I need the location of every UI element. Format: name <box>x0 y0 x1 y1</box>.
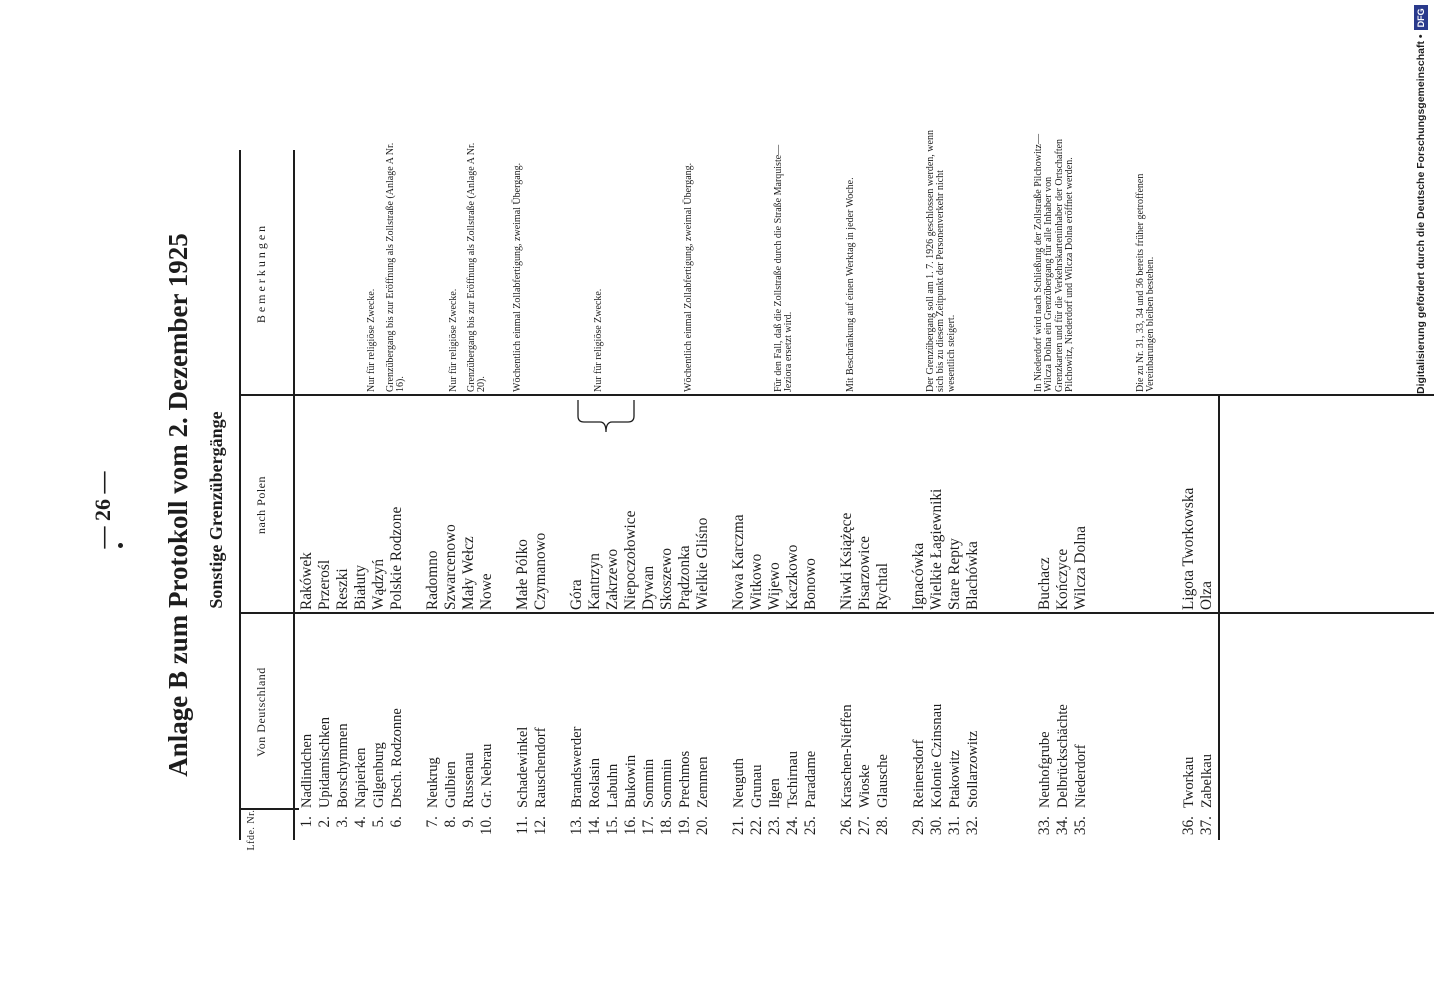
table-row: 9. <box>460 816 477 828</box>
header-pl: nach Polen <box>254 476 268 534</box>
table-row: 19. <box>676 816 693 836</box>
table-row: 2. <box>316 816 333 828</box>
table-row <box>550 616 568 808</box>
table-row: Małe Pólko <box>514 539 531 610</box>
table-row: Niwki Książęce <box>838 512 855 610</box>
table-row: Reszki <box>334 568 351 610</box>
de-column <box>298 616 1216 808</box>
table-row: Wioske <box>857 764 873 808</box>
table-row <box>406 398 424 610</box>
page-subtitle: Sonstige Grenzübergänge <box>206 411 226 609</box>
table-header-rule <box>293 150 295 840</box>
table-row <box>712 616 730 808</box>
header-nr: Lfde. Nr. <box>246 809 257 851</box>
table-row: Schadewinkel <box>515 726 531 808</box>
table-row: Neukrug <box>425 757 441 808</box>
table-row: 4. <box>352 816 369 828</box>
table-row: Gulbien <box>443 761 459 808</box>
table-row: Zemmen <box>695 756 711 808</box>
remark: Mit Beschränkung auf einen Werktag in jeder Woche. <box>845 177 856 392</box>
table-row: Niederdorf <box>1073 744 1089 808</box>
table-row: 20. <box>694 816 711 836</box>
table-row: 7. <box>424 816 441 828</box>
table-row: Prechmos <box>677 750 693 808</box>
table-row <box>1126 812 1144 890</box>
table-row: Gr. Nebrau <box>479 743 495 808</box>
table-row: 1. <box>298 816 315 828</box>
table-row: Białuty <box>352 564 369 610</box>
table-row: Wądzyń <box>370 559 387 610</box>
table-row: Delbrückschächte <box>1055 704 1071 808</box>
table-row: Nowe <box>478 573 495 610</box>
table-row: 30. <box>928 816 945 836</box>
table-row: 16. <box>622 816 639 836</box>
table-row <box>820 398 838 610</box>
table-row: Przerośl <box>316 559 333 610</box>
table-row: Nadlindchen <box>299 733 315 808</box>
table-row: 3. <box>334 816 351 828</box>
table-row: Ignacówka <box>910 542 927 610</box>
remark: Für den Fall, daß die Zollstraße durch die Straße Marquiste—Jeziora ersetzt wird. <box>773 144 795 392</box>
remark: Nur für religiöse Zwecke. <box>366 288 377 392</box>
table-row: Dywan <box>640 565 657 610</box>
table-row: 32. <box>964 816 981 836</box>
table-row <box>1018 812 1036 890</box>
table-row <box>496 398 514 610</box>
table-row: 21. <box>730 816 747 836</box>
table-row: Gilgenburg <box>371 742 387 808</box>
table-row: 18. <box>658 816 675 836</box>
table-row: 27. <box>856 816 873 836</box>
table-row <box>1000 398 1018 610</box>
table-row: Skoszewo <box>658 547 675 610</box>
table-row <box>1126 616 1144 808</box>
table-row: Niepoczołowice <box>622 510 639 610</box>
header-rem: Bemerkungen <box>254 222 268 324</box>
table-row <box>1000 616 1018 808</box>
table-row: Kończyce <box>1054 548 1071 610</box>
table-row: Szwarcenowo <box>442 524 459 610</box>
header-de: Von Deutschland <box>254 667 268 757</box>
table-row: Rauschendorf <box>533 727 549 808</box>
table-row <box>1108 812 1126 890</box>
remark: Nur für religiöse Zwecke. <box>448 288 459 392</box>
table-row: Roslasin <box>587 758 603 808</box>
table-row <box>550 398 568 610</box>
table-row: 26. <box>838 816 855 836</box>
table-row: Upidamischken <box>317 716 333 808</box>
table-row: 12. <box>532 816 549 836</box>
table-row: 15. <box>604 816 621 836</box>
table-row: Stollarzowitz <box>965 730 981 808</box>
table-row: Grunau <box>749 764 765 808</box>
table-row: Neuguth <box>731 758 747 808</box>
table-row: 8. <box>442 816 459 828</box>
page-number: — 26 — <box>90 471 115 549</box>
table-row <box>820 616 838 808</box>
table-row: Buchacz <box>1036 557 1053 610</box>
table-row: 6. <box>388 816 405 828</box>
table-row: Sommin <box>641 758 657 808</box>
table-row <box>1144 398 1162 610</box>
pl-column <box>298 398 1216 610</box>
table-row: Góra <box>568 579 585 610</box>
table-row <box>1144 616 1162 808</box>
table-row: Glausche <box>875 754 891 808</box>
table-row: Nowa Karczma <box>730 514 747 610</box>
remark: Die zu Nr. 31, 33, 34 und 36 bereits früher getroffenen Vereinbarungen bleiben bestehen. <box>1135 173 1157 392</box>
table-row: Kolonie Czinsnau <box>929 703 945 808</box>
remark: Nur für religiöse Zwecke. <box>593 288 604 392</box>
dfg-side-text: Digitalisierung gefördert durch die Deutsche Forschungsgemeinschaft • <box>1415 34 1427 394</box>
table-row: Wilcza Dolna <box>1072 526 1089 610</box>
table-row: Dtsch. Rodzonne <box>389 708 405 808</box>
table-row: Bonowo <box>802 558 819 610</box>
table-row <box>982 398 1000 610</box>
table-row: Tschirnau <box>785 751 801 808</box>
table-row: Stare Repty <box>946 538 963 610</box>
table-row: Prądzonka <box>676 545 693 610</box>
table-row <box>712 398 730 610</box>
table-row: 17. <box>640 816 657 836</box>
dfg-badge: DFG <box>1414 5 1428 30</box>
table-row <box>550 812 568 890</box>
table-row: Labuhn <box>605 763 621 808</box>
table-row: 22. <box>748 816 765 836</box>
remarks-divider <box>1218 395 1220 840</box>
table-row: Polskie Rodzone <box>388 506 405 610</box>
table-row: 36. <box>1180 816 1197 836</box>
table-row: 23. <box>766 816 783 836</box>
table-row: Wielkie Łagiewniki <box>928 488 945 610</box>
table-row: Olza <box>1198 581 1215 610</box>
table-row: Zabelkau <box>1199 754 1215 808</box>
table-row <box>1162 616 1180 808</box>
table-row: 10. <box>478 816 495 836</box>
table-row: Napierken <box>353 747 369 808</box>
table-row: Czymanowo <box>532 532 549 610</box>
remark: Wöchentlich einmal Zollabfertigung, zweimal Übergang. <box>512 162 523 392</box>
table-row: Ptakowitz <box>947 750 963 808</box>
rotated-page <box>0 120 1434 1000</box>
table-row <box>1108 398 1126 610</box>
table-row <box>982 616 1000 808</box>
table-row <box>1090 398 1108 610</box>
remark: Der Grenzübergang soll am 1. 7. 1926 geschlossen werden, wenn sich bis zu diesem Zeitpunkt der Personenverkehr nicht wesentlich steigert. <box>925 130 957 392</box>
table-row: Pisarzowice <box>856 536 873 610</box>
table-row: Radomno <box>424 550 441 610</box>
table-row: Rychtal <box>874 563 891 610</box>
table-row: 13. <box>568 816 585 836</box>
table-row <box>496 616 514 808</box>
table-row: Mały Wełcz <box>460 536 477 610</box>
table-row <box>1018 616 1036 808</box>
table-row <box>820 812 838 890</box>
table-row: Paradame <box>803 750 819 808</box>
table-row: Ligota Tworkowska <box>1180 487 1197 610</box>
table-row <box>1162 398 1180 610</box>
table-row: 37. <box>1198 816 1215 836</box>
table-row <box>1108 616 1126 808</box>
table-row <box>982 812 1000 890</box>
table-row: 14. <box>586 816 603 836</box>
table-row <box>406 812 424 890</box>
table-row: 28. <box>874 816 891 836</box>
table-row <box>1162 812 1180 890</box>
table-row: Tworkau <box>1181 756 1197 808</box>
table-row: 31. <box>946 816 963 836</box>
column-divider-de <box>239 612 1434 614</box>
table-row <box>1090 812 1108 890</box>
remark: Grenzübergang bis zur Eröffnung als Zollstraße (Anlage A Nr. 16). <box>385 142 407 392</box>
table-row <box>892 812 910 890</box>
table-row: 29. <box>910 816 927 836</box>
table-row <box>1090 616 1108 808</box>
table-row: 5. <box>370 816 387 828</box>
table-row: Wijewo <box>766 562 783 610</box>
table-row <box>1000 812 1018 890</box>
table-row <box>1126 398 1144 610</box>
table-row: 11. <box>514 816 531 835</box>
table-row: Ilgen <box>767 778 783 808</box>
table-row: 34. <box>1054 816 1071 836</box>
table-row <box>892 398 910 610</box>
table-row <box>496 812 514 890</box>
table-row: Sommin <box>659 758 675 808</box>
table-row <box>1018 398 1036 610</box>
table-row: Rakówek <box>298 552 315 610</box>
table-row: Brandswerder <box>569 726 585 808</box>
remark: Grenzübergang bis zur Eröffnung als Zollstraße (Anlage A Nr. 20). <box>466 142 488 392</box>
column-divider-pl <box>239 394 1434 396</box>
page-title: Anlage B zum Protokoll vom 2. Dezember 1925 <box>163 233 193 777</box>
table-row <box>712 812 730 890</box>
nr-column <box>298 812 1216 890</box>
table-row: Kantrzyn <box>586 553 603 610</box>
table-row: Kaczkowo <box>784 544 801 610</box>
table-row: 33. <box>1036 816 1053 836</box>
table-row: Blachówka <box>964 541 981 610</box>
table-row <box>406 616 424 808</box>
remark: Wöchentlich einmal Zollabfertigung, zweimal Übergang. <box>683 162 694 392</box>
table-row: Borschymmen <box>335 723 351 808</box>
page-dot <box>118 543 123 548</box>
brace-icon <box>576 396 636 440</box>
table-row: Zakrzewo <box>604 548 621 610</box>
table-top-rule <box>239 150 241 840</box>
remark: In Niederdorf wird nach Schließung der Zollstraße Pilchowitz—Wilcza Dolna ein Grenzübergang für alle Inhaber von Grenzkarten und für die Verkehrskarteninhaber der Ortschaften Pilchowitz, Niederdorf und Wilcza Dolna eröffnet werden. <box>1033 134 1075 392</box>
table-row: Wielkie Gliśno <box>694 517 711 610</box>
table-row <box>1144 812 1162 890</box>
table-row: 35. <box>1072 816 1089 836</box>
table-row: 24. <box>784 816 801 836</box>
table-row: Witkowo <box>748 553 765 610</box>
table-row: 25. <box>802 816 819 836</box>
table-row: Reinersdorf <box>911 739 927 808</box>
dfg-side-note <box>1410 4 1432 394</box>
table-row: Kraschen-Nieffen <box>839 704 855 808</box>
table-row: Bukowin <box>623 754 639 808</box>
table-row <box>892 616 910 808</box>
table-row: Russenau <box>461 752 477 808</box>
table-row: Neuhofgrube <box>1037 731 1053 808</box>
